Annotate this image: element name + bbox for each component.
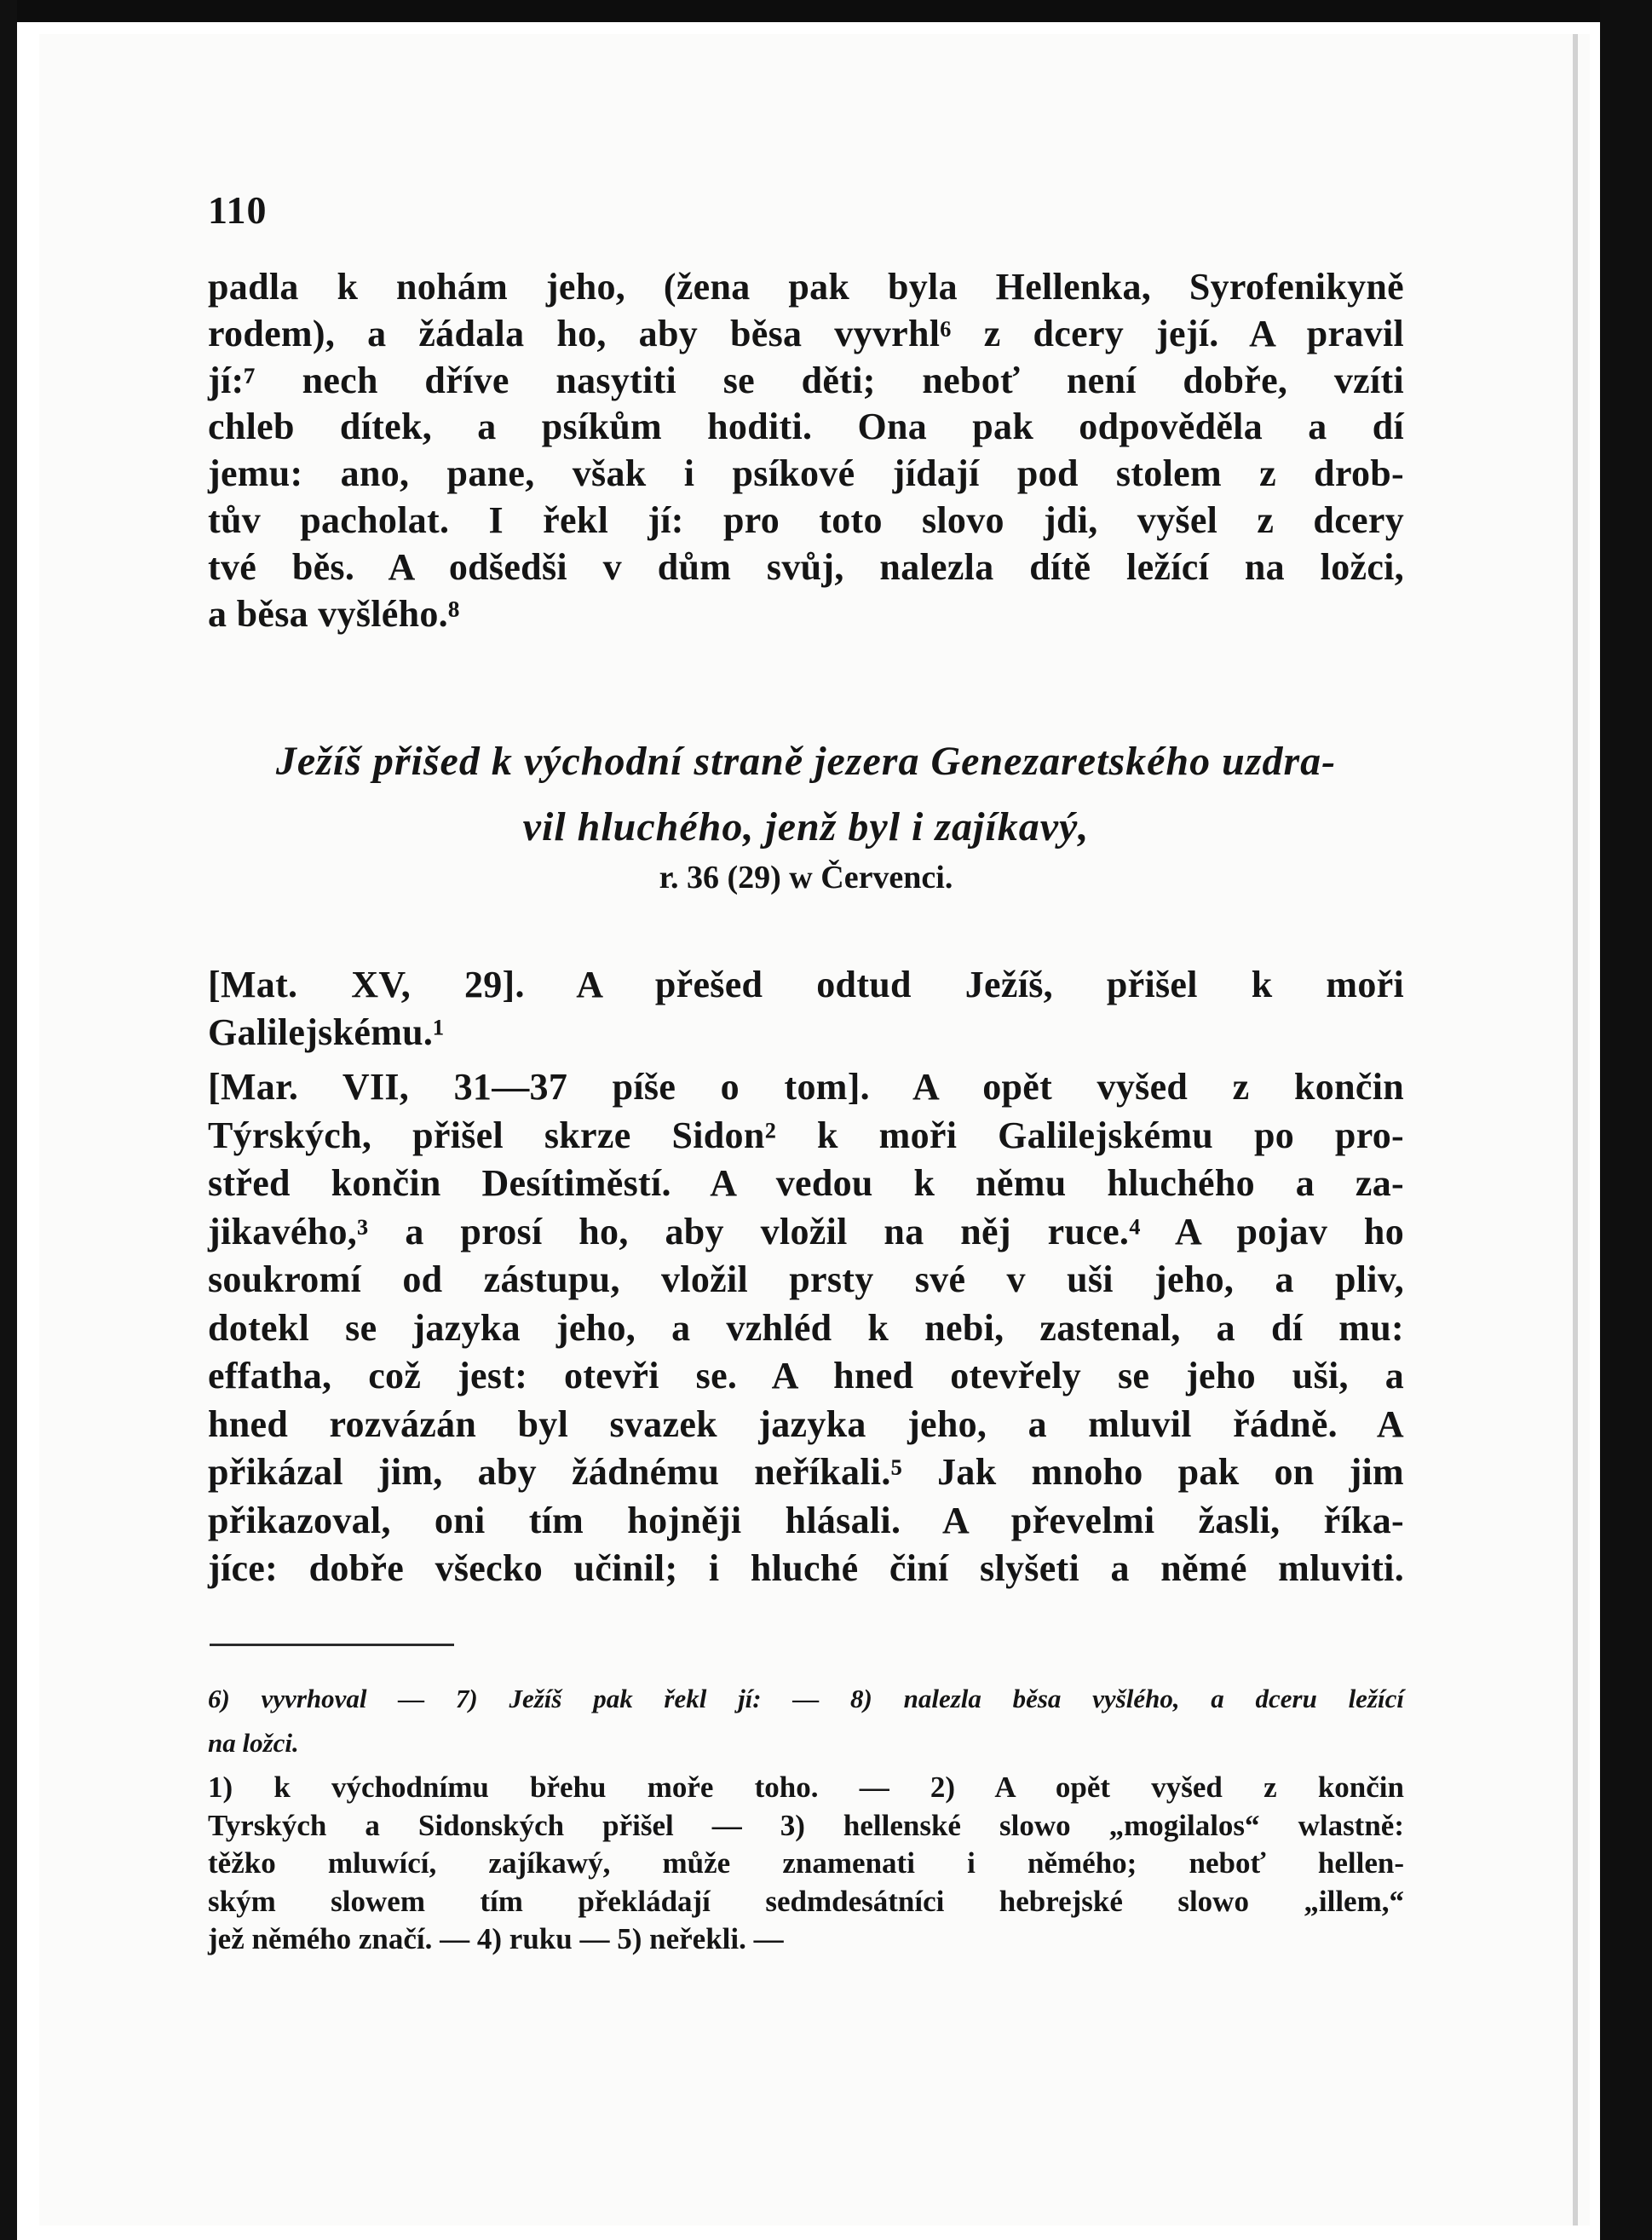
text-line: tvé běs. A odšedši v dům svůj, nalezla dítě ležící na ložci, [208, 545, 1404, 588]
footnote-divider [210, 1644, 454, 1646]
scan-border-top [0, 0, 1652, 22]
text-line: chleb dítek, a psíkům hoditi. Ona pak odpověděla a dí [208, 406, 1404, 448]
text-line: rodem), a žádala ho, aby běsa vyvrhl⁶ z dcery její. A pravil [208, 312, 1404, 354]
text-line: tův pacholat. I řekl jí: pro toto slovo jdi, vyšel z dcery [208, 498, 1404, 541]
footnotes-variants [208, 1677, 1404, 1765]
text-line: přikázal jim, aby žádnému neříkali.⁵ Jak mnoho pak on jim [208, 1451, 1404, 1493]
text-line: hned rozvázán byl svazek jazyka jeho, a mluvil řádně. A [208, 1402, 1404, 1445]
paragraph-3 [208, 1063, 1404, 1593]
text-line: jikavého,³ a prosí ho, aby vložil na něj ruce.⁴ A pojav ho [208, 1210, 1404, 1252]
text-line: [Mat. XV, 29]. A přešed odtud Ježíš, přišel k moři [208, 964, 1404, 1005]
text-line: Galilejskému.¹ [208, 1011, 445, 1053]
paragraph-1 [208, 264, 1404, 637]
footnote-line: na ložci. [208, 1728, 299, 1758]
page-edge [1573, 34, 1578, 2226]
scan-border-left [0, 0, 17, 2240]
footnote-line: 1) k východnímu břehu moře toho. — 2) A opět vyšed z končin [208, 1771, 1404, 1804]
text-line: effatha, což jest: otevři se. A hned otevřely se jeho uši, a [208, 1355, 1404, 1396]
scan-border-right [1600, 0, 1652, 2240]
section-heading [170, 723, 1442, 854]
text-line: [Mar. VII, 31—37 píše o tom]. A opět vyšed z končin [208, 1066, 1404, 1108]
footnote-line: ským slowem tím překládají sedmdesátníci hebrejské slowo „illem,“ [208, 1884, 1404, 1918]
text-line: jíce: dobře všecko učinil; i hluché činí slyšeti a němé mluviti. [208, 1547, 1404, 1589]
footnote-line: Tyrských a Sidonských přišel — 3) hellenské slowo „mogilalos“ wlastně: [208, 1808, 1404, 1842]
text-line: jemu: ano, pane, však i psíkové jídají pod stolem z drob- [208, 452, 1404, 495]
footnote-line: 6) vyvrhoval — 7) Ježíš pak řekl jí: — 8) nalezla běsa vyšlého, a dceru ležící [208, 1684, 1404, 1713]
heading-line: Ježíš přišed k východní straně jezera Genezaretského uzdra- [275, 739, 1337, 784]
text-line: střed končin Desítiměstí. A vedou k němu hluchého a za- [208, 1162, 1404, 1204]
footnote-line: těžko mluwící, zajíkawý, může znamenati i němého; neboť hellen- [208, 1846, 1404, 1880]
heading-date: r. 36 (29) w Červenci. [659, 860, 953, 895]
text-line: soukromí od zástupu, vložil prsty své v uši jeho, a pliv, [208, 1258, 1404, 1300]
text-line: přikazoval, oni tím hojněji hlásali. A převelmi žasli, říka- [208, 1499, 1404, 1541]
heading-line: vil hluchého, jenž byl i zajíkavý, [522, 804, 1090, 849]
footnotes-notes [208, 1769, 1404, 1959]
footnote-line: jež němého značí. — 4) ruku — 5) neřekli. — [208, 1922, 784, 1955]
page-number: 110 [208, 188, 268, 232]
text-line: jí:⁷ nech dříve nasytiti se děti; neboť není dobře, vzíti [208, 359, 1404, 401]
text-line: padla k nohám jeho, (žena pak byla Hellenka, Syrofenikyně [208, 266, 1404, 308]
text-line: Týrských, přišel skrze Sidon² k moři Galilejskému po pro- [208, 1114, 1404, 1156]
text-line: a běsa vyšlého.⁸ [208, 592, 460, 635]
paragraph-2 [208, 961, 1404, 1057]
text-line: dotekl se jazyka jeho, a vzhléd k nebi, zastenal, a dí mu: [208, 1306, 1404, 1349]
